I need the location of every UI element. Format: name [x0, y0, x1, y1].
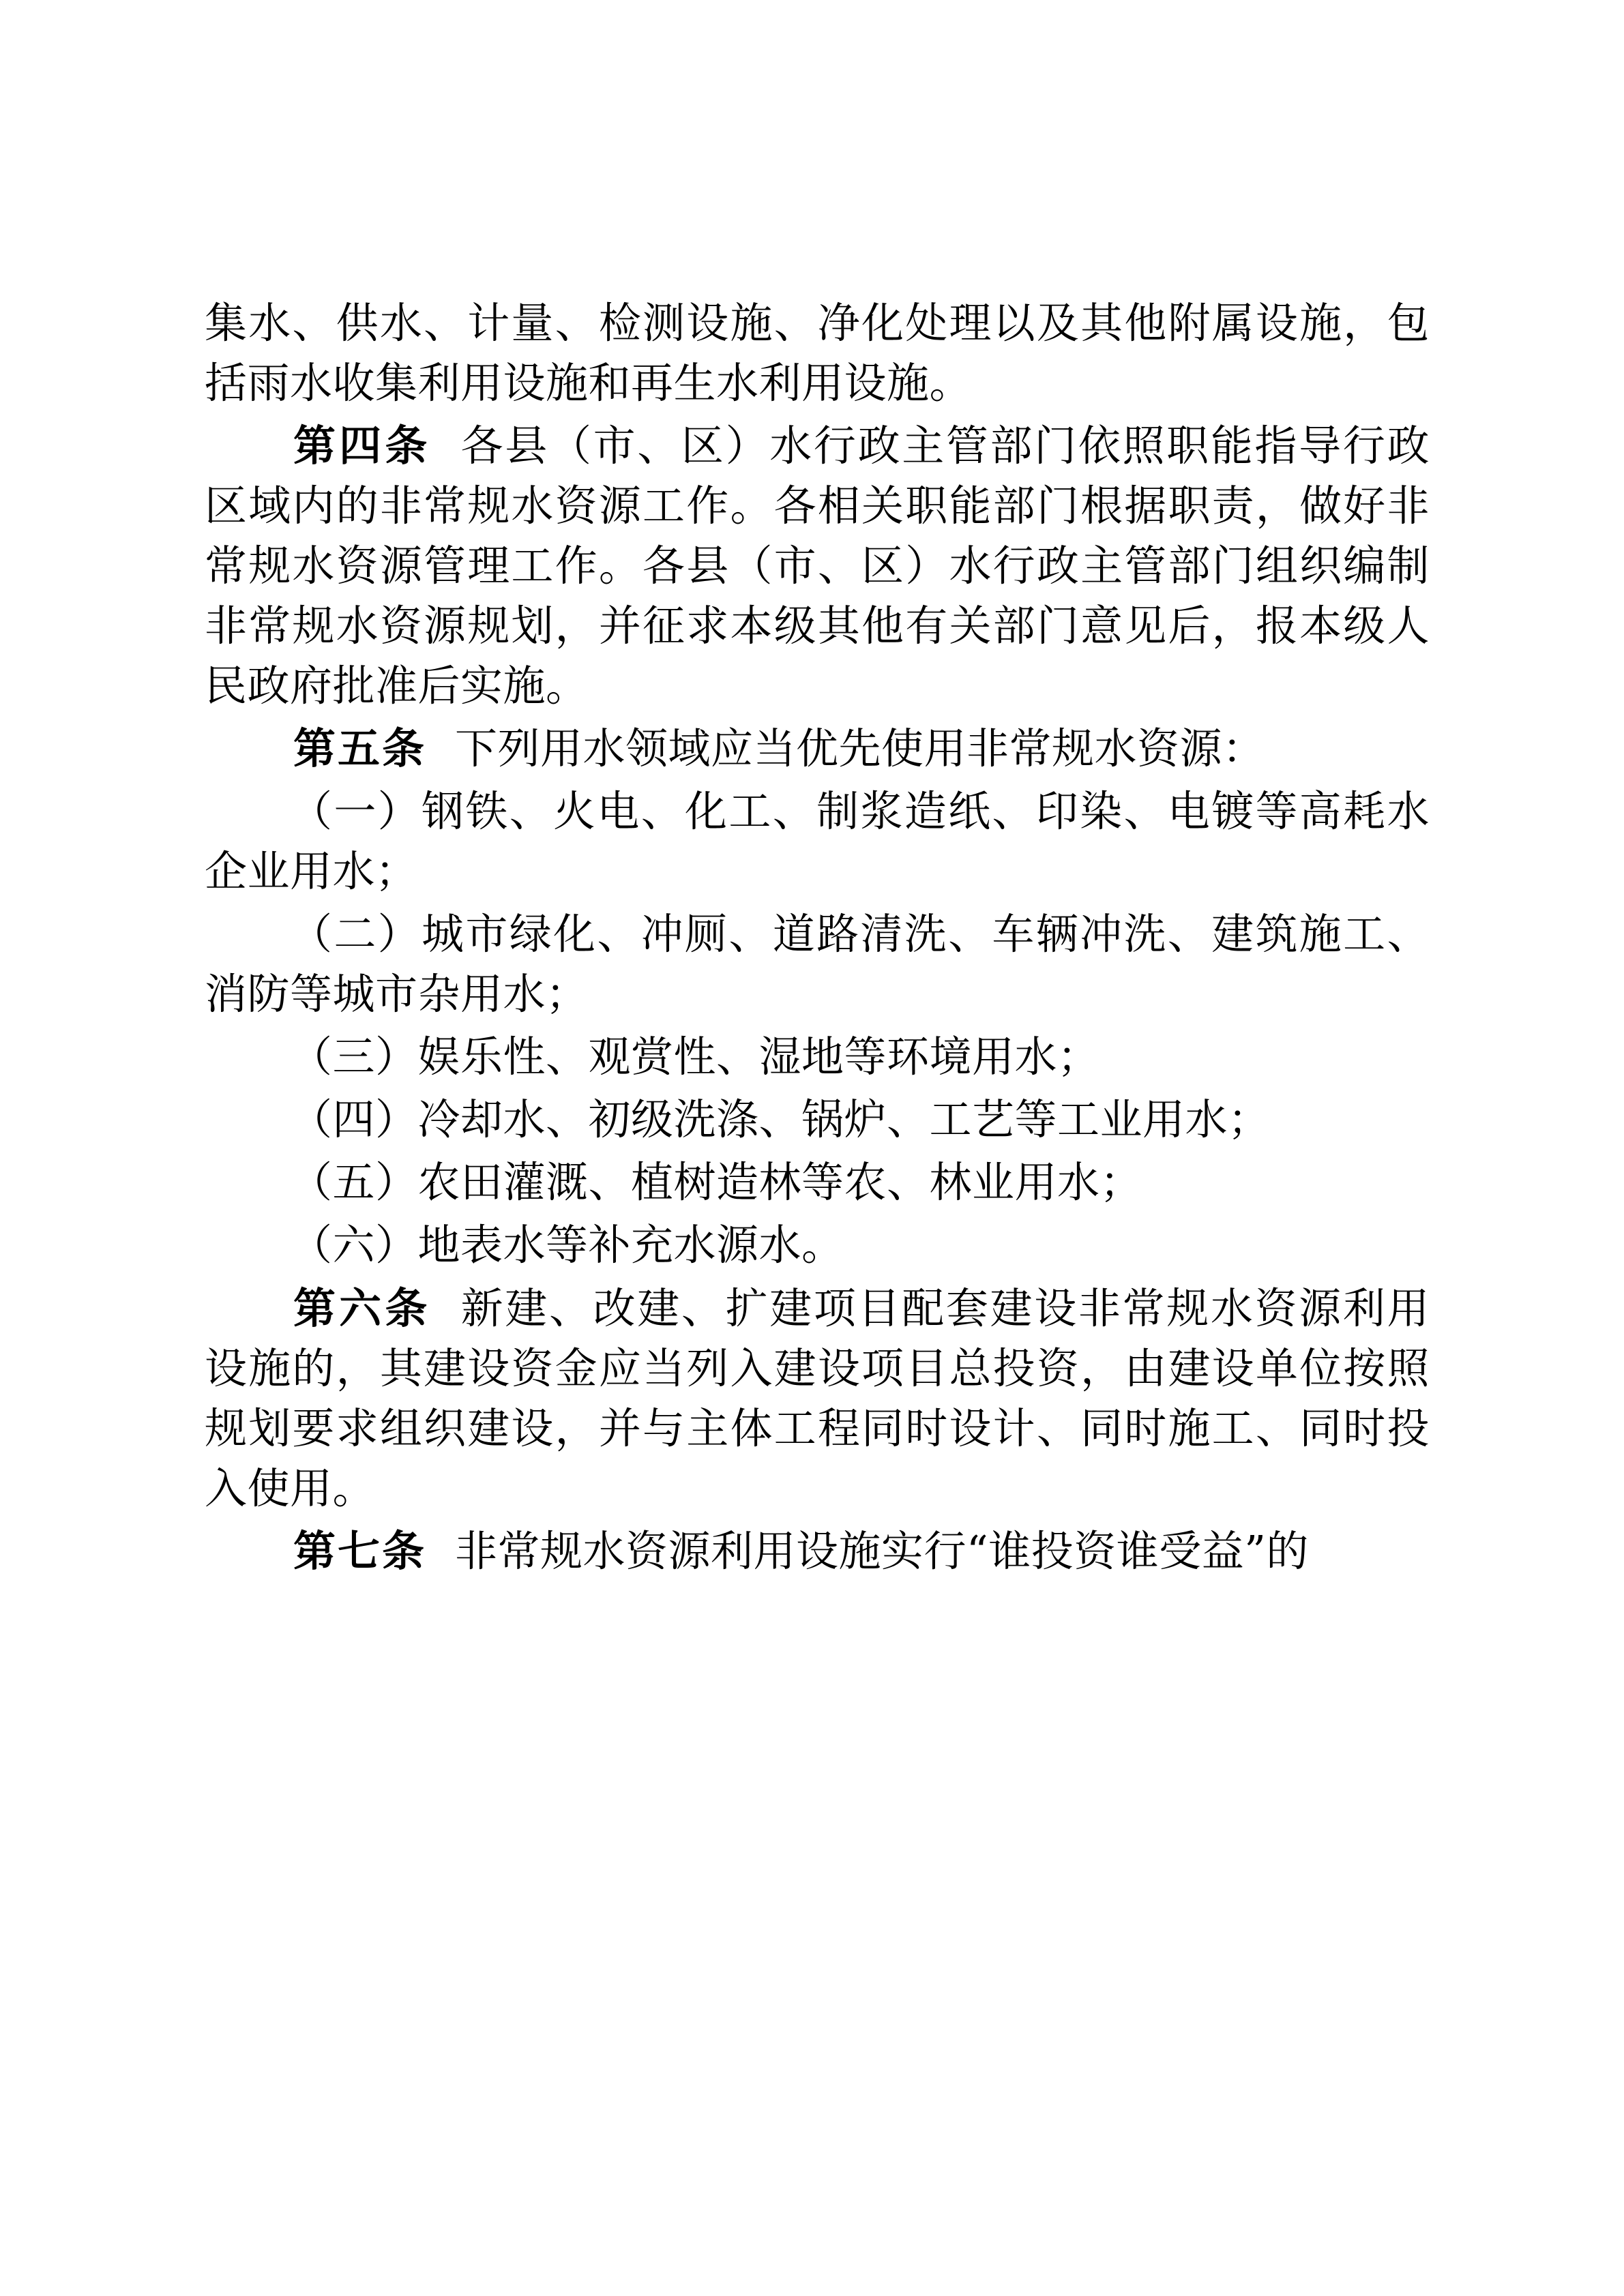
list-item: （二）城市绿化、冲厕、道路清洗、车辆冲洗、建筑施工、消防等城市杂用水； [205, 909, 1430, 1019]
list-item: （四）冷却水、初级洗涤、锅炉、工艺等工业用水； [290, 1094, 1271, 1145]
list-item: （一）钢铁、火电、化工、制浆造纸、印染、电镀等高耗水企业用水； [205, 786, 1430, 897]
article-5-text: 下列用水领域应当优先使用非常规水资源： [455, 724, 1265, 774]
article-4-paragraph [205, 416, 1430, 716]
article-7-label: 第七条 [293, 1525, 427, 1576]
article-7-paragraph [205, 1521, 1430, 1581]
article-4-text: 各县（市、区）水行政主管部门依照职能指导行政区域内的非常规水资源工作。各相关职能部门根据职责，做好非常规水资源管理工作。各县（市、区）水行政主管部门组织编制非常规水资源规划，并征求本级其他有关部门意见后，报本级人民政府批准后实施。 [205, 421, 1430, 711]
article-7-text: 非常规水资源利用设施实行“谁投资谁受益”的 [455, 1525, 1309, 1576]
list-item: （六）地表水等补充水源水。 [290, 1220, 844, 1270]
article-5-label: 第五条 [293, 724, 427, 774]
article-5-paragraph [205, 719, 1430, 779]
article-6-label: 第六条 [293, 1283, 431, 1333]
document-body [205, 293, 1430, 1581]
paragraph-continued: 集水、供水、计量、检测设施、净化处理以及其他附属设施，包括雨水收集利用设施和再生水利用设施。 [205, 298, 1430, 408]
article-6-text: 新建、改建、扩建项目配套建设非常规水资源利用设施的，其建设资金应当列入建设项目总投资，由建设单位按照规划要求组织建设，并与主体工程同时设计、同时施工、同时投入使用。 [205, 1283, 1430, 1513]
article-6-paragraph [205, 1279, 1430, 1519]
list-item: （五）农田灌溉、植树造林等农、林业用水； [290, 1157, 1143, 1208]
list-item: （三）娱乐性、观赏性、湿地等环境用水； [290, 1032, 1100, 1082]
article-4-label: 第四条 [293, 421, 431, 471]
